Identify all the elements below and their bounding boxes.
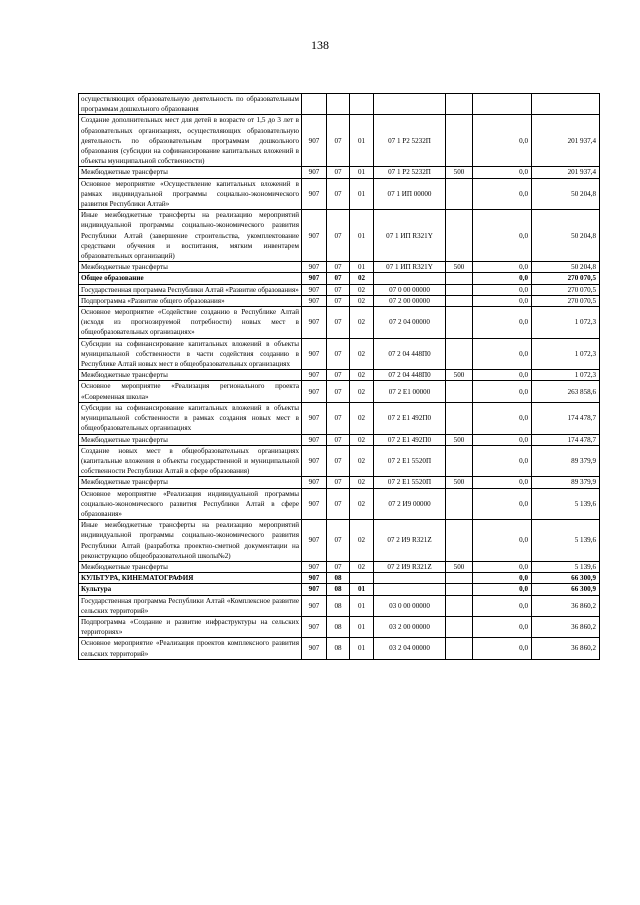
- row-name: Подпрограмма «Создание и развитие инфраструктуры на сельских территориях»: [79, 616, 302, 637]
- cell-value-1: 0,0: [473, 115, 532, 167]
- cell-value-2: 201 937,4: [532, 115, 600, 167]
- cell-gr: 907: [302, 210, 327, 262]
- cell-vr: [446, 381, 473, 402]
- cell-gr: 907: [302, 520, 327, 562]
- table-row: [79, 402, 600, 434]
- cell-pr: 01: [350, 115, 374, 167]
- cell-vr: 500: [446, 262, 473, 273]
- cell-gr: 907: [302, 595, 327, 616]
- cell-value-2: 1 072,3: [532, 370, 600, 381]
- cell-pr: 02: [350, 295, 374, 306]
- table-row: [79, 584, 600, 595]
- cell-value-1: 0,0: [473, 477, 532, 488]
- cell-rz: 07: [327, 434, 350, 445]
- cell-gr: 907: [302, 445, 327, 477]
- cell-pr: 01: [350, 262, 374, 273]
- cell-pr: 01: [350, 178, 374, 210]
- cell-vr: 500: [446, 477, 473, 488]
- cell-csr: 07 2 E1 00000: [374, 381, 446, 402]
- cell-value-2: 36 860,2: [532, 616, 600, 637]
- cell-pr: 02: [350, 561, 374, 572]
- row-name: Общее образование: [79, 273, 302, 284]
- row-name: Основное мероприятие «Реализация проектов комплексного развития сельских территорий»: [79, 638, 302, 659]
- table-row: [79, 477, 600, 488]
- cell-rz: 07: [327, 561, 350, 572]
- cell-rz: 07: [327, 488, 350, 520]
- budget-table: [78, 93, 600, 660]
- cell-pr: 01: [350, 616, 374, 637]
- cell-vr: [446, 520, 473, 562]
- table-row: [79, 488, 600, 520]
- cell-gr: 907: [302, 477, 327, 488]
- cell-rz: 07: [327, 381, 350, 402]
- cell-rz: 07: [327, 402, 350, 434]
- cell-rz: 07: [327, 520, 350, 562]
- cell-csr: 07 2 E1 492П0: [374, 402, 446, 434]
- table-row: [79, 595, 600, 616]
- cell-value-2: 270 070,5: [532, 273, 600, 284]
- cell-pr: 02: [350, 370, 374, 381]
- cell-csr: 07 1 ИП R321Y: [374, 210, 446, 262]
- row-name: Иные межбюджетные трансферты на реализацию мероприятий индивидуальной программы социально-экономического развития Республики Алтай (завершение строительства, укомплектование средствами обучения и воспитания, мягким инвентарем образовательных организаций): [79, 210, 302, 262]
- cell-pr: 02: [350, 273, 374, 284]
- cell-gr: 907: [302, 584, 327, 595]
- table-row: [79, 434, 600, 445]
- cell-value-2: 36 860,2: [532, 595, 600, 616]
- cell-csr: 07 2 И9 R321Z: [374, 561, 446, 572]
- cell-csr: [374, 584, 446, 595]
- table-row: [79, 338, 600, 370]
- row-name: Межбюджетные трансферты: [79, 370, 302, 381]
- table-row: [79, 178, 600, 210]
- cell-vr: [446, 573, 473, 584]
- cell-rz: 07: [327, 210, 350, 262]
- cell-csr: 07 2 00 00000: [374, 295, 446, 306]
- table-row: [79, 295, 600, 306]
- cell-value-2: 263 858,6: [532, 381, 600, 402]
- cell-value-1: 0,0: [473, 595, 532, 616]
- cell-csr: 07 2 04 448П0: [374, 338, 446, 370]
- cell-gr: 907: [302, 638, 327, 659]
- cell-value-2: 66 300,9: [532, 584, 600, 595]
- cell-rz: 07: [327, 477, 350, 488]
- cell-csr: 07 2 E1 492П0: [374, 434, 446, 445]
- cell-csr: 07 2 E1 5520П: [374, 445, 446, 477]
- cell-pr: 02: [350, 402, 374, 434]
- cell-value-1: 0,0: [473, 488, 532, 520]
- cell-csr: 07 1 ИП R321Y: [374, 262, 446, 273]
- cell-pr: 01: [350, 584, 374, 595]
- cell-gr: 907: [302, 115, 327, 167]
- cell-value-2: 1 072,3: [532, 307, 600, 339]
- cell-csr: 07 2 04 00000: [374, 307, 446, 339]
- cell-pr: [350, 573, 374, 584]
- cell-value-2: 201 937,4: [532, 167, 600, 178]
- cell-pr: [350, 94, 374, 115]
- cell-vr: [446, 94, 473, 115]
- cell-csr: 07 0 00 00000: [374, 284, 446, 295]
- page-number: 138: [311, 38, 329, 52]
- row-name: Государственная программа Республики Алтай «Комплексное развитие сельских территорий»: [79, 595, 302, 616]
- table-row: [79, 94, 600, 115]
- cell-pr: 02: [350, 434, 374, 445]
- cell-rz: 08: [327, 638, 350, 659]
- cell-value-1: 0,0: [473, 338, 532, 370]
- row-name: Межбюджетные трансферты: [79, 262, 302, 273]
- cell-rz: 07: [327, 307, 350, 339]
- row-name: Субсидии на софинансирование капитальных вложений в объекты муниципальной собственности в части содействия созданию в Республике Алтай новых мест в общеобразовательных организациях: [79, 338, 302, 370]
- cell-rz: 08: [327, 595, 350, 616]
- cell-csr: 07 2 И9 R321Z: [374, 520, 446, 562]
- cell-gr: 907: [302, 167, 327, 178]
- table-row: [79, 638, 600, 659]
- cell-value-1: 0,0: [473, 561, 532, 572]
- cell-pr: 02: [350, 284, 374, 295]
- cell-pr: 01: [350, 167, 374, 178]
- cell-gr: 907: [302, 488, 327, 520]
- cell-value-1: 0,0: [473, 167, 532, 178]
- cell-rz: 07: [327, 295, 350, 306]
- cell-gr: 907: [302, 561, 327, 572]
- cell-value-2: 66 300,9: [532, 573, 600, 584]
- cell-gr: 907: [302, 262, 327, 273]
- table-row: [79, 520, 600, 562]
- cell-pr: 02: [350, 488, 374, 520]
- cell-value-2: 270 070,5: [532, 295, 600, 306]
- cell-rz: 07: [327, 284, 350, 295]
- cell-value-1: 0,0: [473, 445, 532, 477]
- cell-vr: [446, 295, 473, 306]
- cell-value-1: 0,0: [473, 295, 532, 306]
- cell-gr: 907: [302, 370, 327, 381]
- cell-value-2: 89 379,9: [532, 445, 600, 477]
- cell-value-2: 270 070,5: [532, 284, 600, 295]
- cell-pr: 02: [350, 477, 374, 488]
- cell-vr: [446, 338, 473, 370]
- cell-rz: 08: [327, 573, 350, 584]
- cell-vr: [446, 445, 473, 477]
- cell-csr: [374, 273, 446, 284]
- cell-pr: 02: [350, 381, 374, 402]
- cell-vr: [446, 210, 473, 262]
- cell-rz: 07: [327, 115, 350, 167]
- cell-gr: 907: [302, 307, 327, 339]
- cell-gr: 907: [302, 178, 327, 210]
- cell-csr: 03 0 00 00000: [374, 595, 446, 616]
- row-name: Межбюджетные трансферты: [79, 434, 302, 445]
- cell-value-1: 0,0: [473, 402, 532, 434]
- table-row: [79, 167, 600, 178]
- cell-gr: 907: [302, 295, 327, 306]
- cell-vr: [446, 616, 473, 637]
- cell-value-1: 0,0: [473, 307, 532, 339]
- table-row: [79, 273, 600, 284]
- cell-value-1: 0,0: [473, 370, 532, 381]
- cell-vr: [446, 307, 473, 339]
- cell-rz: 07: [327, 178, 350, 210]
- cell-value-2: 50 204,8: [532, 262, 600, 273]
- cell-value-1: 0,0: [473, 520, 532, 562]
- cell-value-2: 89 379,9: [532, 477, 600, 488]
- cell-vr: 500: [446, 370, 473, 381]
- table-row: [79, 307, 600, 339]
- cell-pr: 02: [350, 338, 374, 370]
- cell-vr: [446, 488, 473, 520]
- row-name: Субсидии на софинансирование капитальных вложений в объекты муниципальной собственности в рамках создания новых мест в общеобразовательных организациях: [79, 402, 302, 434]
- cell-rz: 08: [327, 616, 350, 637]
- cell-value-1: [473, 94, 532, 115]
- cell-vr: [446, 638, 473, 659]
- cell-csr: 07 1 P2 5232П: [374, 115, 446, 167]
- cell-value-2: 5 139,6: [532, 488, 600, 520]
- cell-vr: [446, 595, 473, 616]
- table-row: [79, 445, 600, 477]
- table-row: [79, 115, 600, 167]
- cell-value-2: 36 860,2: [532, 638, 600, 659]
- cell-gr: 907: [302, 381, 327, 402]
- table-row: [79, 284, 600, 295]
- cell-value-1: 0,0: [473, 178, 532, 210]
- row-name: Основное мероприятие «Реализация регионального проекта «Современная школа»: [79, 381, 302, 402]
- cell-rz: [327, 94, 350, 115]
- cell-pr: 02: [350, 307, 374, 339]
- cell-rz: 07: [327, 338, 350, 370]
- cell-rz: 07: [327, 167, 350, 178]
- cell-value-1: 0,0: [473, 616, 532, 637]
- row-name: Основное мероприятие «Содействие созданию в Республике Алтай (исходя из прогнозируемой потребности) новых мест в общеобразовательных организациях»: [79, 307, 302, 339]
- row-name: Межбюджетные трансферты: [79, 477, 302, 488]
- row-name: Культура: [79, 584, 302, 595]
- cell-value-2: 5 139,6: [532, 561, 600, 572]
- cell-csr: 03 2 00 00000: [374, 616, 446, 637]
- cell-vr: [446, 273, 473, 284]
- table-row: [79, 573, 600, 584]
- row-name: Создание дополнительных мест для детей в возрасте от 1,5 до 3 лет в образовательных организациях, осуществляющих образовательную деятельность по образовательным программам дошкольного образования (субсидии на софинансирование капитальных вложений в объекты муниципальной собственности): [79, 115, 302, 167]
- cell-vr: 500: [446, 167, 473, 178]
- cell-csr: 07 1 P2 5232П: [374, 167, 446, 178]
- cell-value-2: 50 204,8: [532, 178, 600, 210]
- row-name: Подпрограмма «Развитие общего образования»: [79, 295, 302, 306]
- cell-value-1: 0,0: [473, 284, 532, 295]
- cell-value-2: 5 139,6: [532, 520, 600, 562]
- cell-csr: [374, 94, 446, 115]
- cell-value-1: 0,0: [473, 273, 532, 284]
- cell-rz: 07: [327, 273, 350, 284]
- cell-vr: [446, 284, 473, 295]
- cell-vr: [446, 115, 473, 167]
- cell-pr: 02: [350, 520, 374, 562]
- cell-gr: 907: [302, 434, 327, 445]
- cell-gr: 907: [302, 402, 327, 434]
- cell-value-2: [532, 94, 600, 115]
- row-name: Межбюджетные трансферты: [79, 561, 302, 572]
- cell-value-1: 0,0: [473, 434, 532, 445]
- cell-value-1: 0,0: [473, 210, 532, 262]
- table-row: [79, 370, 600, 381]
- cell-gr: 907: [302, 616, 327, 637]
- cell-value-2: 174 478,7: [532, 402, 600, 434]
- table-row: [79, 381, 600, 402]
- row-name: Создание новых мест в общеобразовательных организациях (капитальные вложения в объекты государственной и муниципальной собственности Республики Алтай в сфере образования): [79, 445, 302, 477]
- cell-value-1: 0,0: [473, 573, 532, 584]
- row-name: осуществляющих образовательную деятельность по образовательным программам дошкольного образования: [79, 94, 302, 115]
- table-row: [79, 262, 600, 273]
- cell-gr: 907: [302, 284, 327, 295]
- cell-pr: 01: [350, 210, 374, 262]
- cell-value-2: 50 204,8: [532, 210, 600, 262]
- cell-vr: 500: [446, 434, 473, 445]
- cell-pr: 02: [350, 445, 374, 477]
- cell-vr: [446, 402, 473, 434]
- cell-gr: 907: [302, 573, 327, 584]
- cell-csr: 07 1 ИП 00000: [374, 178, 446, 210]
- table-row: [79, 616, 600, 637]
- cell-csr: 03 2 04 00000: [374, 638, 446, 659]
- cell-csr: 07 2 И9 00000: [374, 488, 446, 520]
- cell-vr: 500: [446, 561, 473, 572]
- table-row: [79, 561, 600, 572]
- cell-gr: [302, 94, 327, 115]
- cell-rz: 07: [327, 445, 350, 477]
- cell-value-1: 0,0: [473, 262, 532, 273]
- cell-pr: 01: [350, 595, 374, 616]
- cell-vr: [446, 584, 473, 595]
- cell-value-1: 0,0: [473, 584, 532, 595]
- cell-value-1: 0,0: [473, 638, 532, 659]
- row-name: КУЛЬТУРА, КИНЕМАТОГРАФИЯ: [79, 573, 302, 584]
- row-name: Иные межбюджетные трансферты на реализацию мероприятий индивидуальной программы социально-экономического развития Республики Алтай (разработка проектно-сметной документации на реконструкцию общеобразовательной школы№2): [79, 520, 302, 562]
- cell-rz: 07: [327, 262, 350, 273]
- cell-rz: 08: [327, 584, 350, 595]
- row-name: Основное мероприятие «Реализация индивидуальной программы социально-экономического развития Республики Алтай в сфере образования»: [79, 488, 302, 520]
- row-name: Межбюджетные трансферты: [79, 167, 302, 178]
- cell-rz: 07: [327, 370, 350, 381]
- row-name: Государственная программа Республики Алтай «Развитие образования»: [79, 284, 302, 295]
- table-row: [79, 210, 600, 262]
- cell-pr: 01: [350, 638, 374, 659]
- cell-vr: [446, 178, 473, 210]
- cell-csr: [374, 573, 446, 584]
- cell-gr: 907: [302, 273, 327, 284]
- cell-csr: 07 2 E1 5520П: [374, 477, 446, 488]
- cell-value-1: 0,0: [473, 381, 532, 402]
- cell-csr: 07 2 04 448П0: [374, 370, 446, 381]
- cell-value-2: 1 072,3: [532, 338, 600, 370]
- row-name: Основное мероприятие «Осуществление капитальных вложений в рамках индивидуальной программы социально-экономического развития Республики Алтай»: [79, 178, 302, 210]
- cell-value-2: 174 478,7: [532, 434, 600, 445]
- cell-gr: 907: [302, 338, 327, 370]
